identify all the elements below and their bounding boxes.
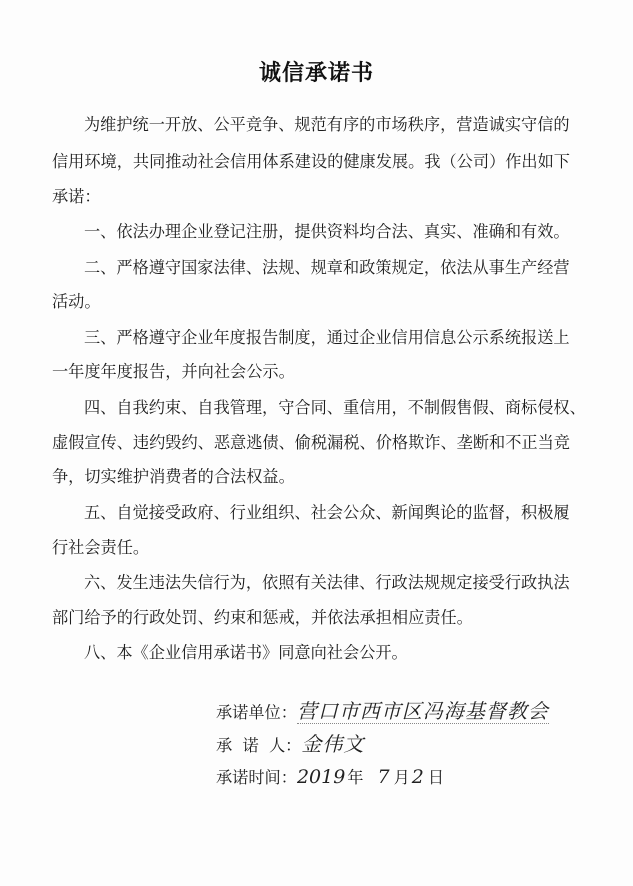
text-line: 部门给予的行政处罚、约束和惩戒，并依法承担相应责任。	[52, 608, 473, 627]
text-line: 为维护统一开放、公平竞争、规范有序的市场秩序，营造诚实守信的	[84, 115, 570, 134]
text-line: 一年度年度报告，并向社会公示。	[52, 362, 295, 381]
document-title: 诚信承诺书	[258, 61, 374, 86]
text-line: 行社会责任。	[52, 538, 150, 557]
signature-date-month-unit: 月	[393, 768, 410, 787]
text-line: 六、发生违法失信行为，依照有关法律、行政法规规定接受行政执法	[84, 573, 570, 592]
text-line: 五、自觉接受政府、行业组织、社会公众、新闻舆论的监督，积极履	[84, 503, 570, 522]
text-line: 信用环境，共同推动社会信用体系建设的健康发展。我（公司）作出如下	[52, 152, 570, 171]
signature-date-day: 2	[411, 766, 424, 788]
signature-unit-row	[216, 700, 549, 724]
signature-date-label: 承诺时间：	[216, 768, 297, 787]
text-line: 虚假宣传、违约毁约、恶意逃债、偷税漏税、价格欺诈、垄断和不正当竞	[52, 433, 570, 452]
signature-date-month: 7	[377, 766, 390, 788]
text-line: 一、依法办理企业登记注册，提供资料均合法、真实、准确和有效。	[84, 222, 570, 241]
signature-unit-label: 承诺单位：	[216, 703, 297, 722]
signature-person-row	[216, 733, 364, 757]
text-line: 争，切实维护消费者的合法权益。	[52, 467, 295, 486]
text-line: 八、本《企业信用承诺书》同意向社会公开。	[84, 643, 408, 662]
signature-person-label: 承 诺 人：	[216, 736, 302, 755]
text-line: 四、自我约束、自我管理，守合同、重信用，不制假售假、商标侵权、	[84, 398, 586, 417]
signature-unit-handwriting: 营口市西市区冯海基督教会	[296, 699, 549, 723]
text-line: 三、严格遵守企业年度报告制度，通过企业信用信息公示系统报送上	[84, 328, 570, 347]
signature-person-handwriting: 金伟文	[301, 732, 365, 756]
text-line: 承诺：	[52, 187, 101, 206]
text-line: 活动。	[52, 292, 101, 311]
signature-date-day-unit: 日	[427, 768, 445, 787]
signature-date-row	[216, 766, 444, 789]
signature-date-year-unit: 年	[347, 768, 364, 787]
signature-date-year: 2019	[296, 766, 346, 788]
text-line: 二、严格遵守国家法律、法规、规章和政策规定，依法从事生产经营	[84, 258, 570, 277]
